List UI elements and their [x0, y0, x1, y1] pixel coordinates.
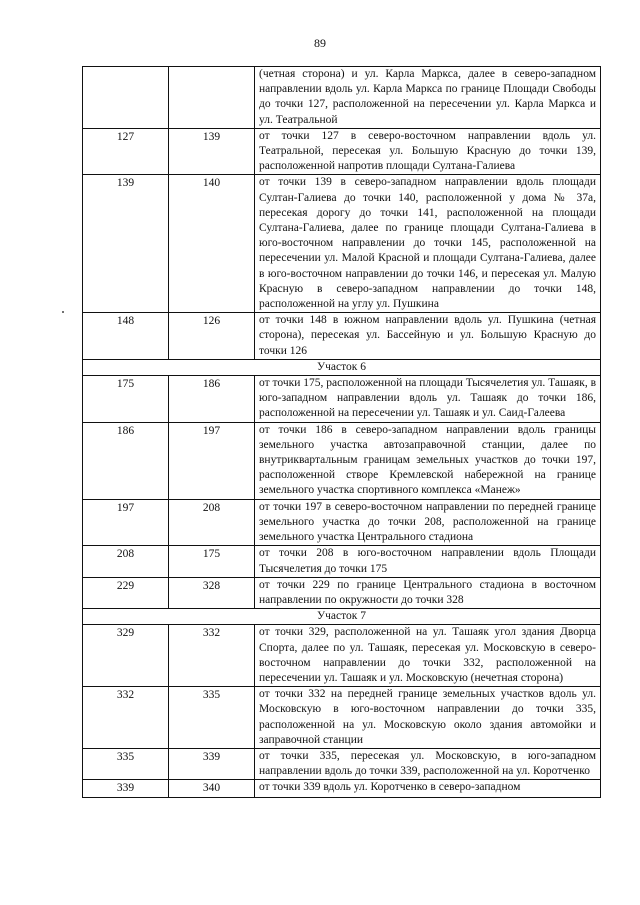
point-to-cell: 126 [169, 313, 255, 360]
point-from-cell: 329 [83, 625, 169, 687]
point-from-cell [83, 67, 169, 129]
description-cell: от точки 335, пересекая ул. Московскую, в юго-западном направлении вдоль до точки 339, расположенной на ул. Коротченко [255, 748, 601, 779]
table-row [83, 313, 601, 360]
point-to-cell: 140 [169, 175, 255, 313]
point-to-cell: 139 [169, 128, 255, 175]
section-header-row [83, 609, 601, 625]
table-row [83, 128, 601, 175]
point-to-cell: 339 [169, 748, 255, 779]
table-row [83, 546, 601, 577]
point-to-cell: 208 [169, 499, 255, 546]
table-row [83, 67, 601, 129]
point-to-cell: 328 [169, 577, 255, 608]
description-cell: от точки 339 вдоль ул. Коротченко в северо-западном [255, 780, 601, 797]
description-cell: от точки 186 в северо-западном направлении вдоль границы земельного участка автозаправочной станции, далее по внутриквартальным границам земельных участков до точки 197, расположенной створе Кремлевской набережной на границе земельного участка спортивного комплекса «Манеж» [255, 422, 601, 499]
page-number: 89 [314, 36, 326, 50]
description-cell: от точки 329, расположенной на ул. Ташаяк угол здания Дворца Спорта, далее по ул. Ташаяк, пересекая ул. Московскую в северо-восточном направлении до точки 332, расположенной на пересечении ул. Ташаяк и ул. Московскую (нечетная сторона) [255, 625, 601, 687]
point-to-cell: 197 [169, 422, 255, 499]
point-from-cell: 229 [83, 577, 169, 608]
table-row [83, 175, 601, 313]
point-from-cell: 335 [83, 748, 169, 779]
table-row [83, 780, 601, 797]
description-cell: от точки 208 в юго-восточном направлении вдоль Площади Тысячелетия до точки 175 [255, 546, 601, 577]
table-row [83, 577, 601, 608]
section-header-row [83, 359, 601, 375]
description-cell: (четная сторона) и ул. Карла Маркса, далее в северо-западном направлении вдоль ул. Карла Маркса по границе Площади Свободы до точки 127, расположенной на пересечении ул. Карла Маркса и ул. Театральной [255, 67, 601, 129]
point-from-cell: 175 [83, 376, 169, 423]
point-to-cell [169, 67, 255, 129]
point-to-cell: 340 [169, 780, 255, 797]
scan-speck [62, 311, 64, 313]
point-from-cell: 186 [83, 422, 169, 499]
section-label: Участок 7 [83, 609, 601, 625]
point-from-cell: 127 [83, 128, 169, 175]
section-label: Участок 6 [83, 359, 601, 375]
point-from-cell: 139 [83, 175, 169, 313]
table-row [83, 376, 601, 423]
point-from-cell: 197 [83, 499, 169, 546]
table-row [83, 422, 601, 499]
point-to-cell: 335 [169, 687, 255, 749]
description-cell: от точки 197 в северо-восточном направлении по передней границе земельного участка до точки 208, расположенной на границе земельного участка Центрального стадиона [255, 499, 601, 546]
table-body [83, 67, 601, 798]
description-cell: от точки 175, расположенной на площади Тысячелетия ул. Ташаяк, в юго-западном направлении вдоль ул. Ташаяк до точки 186, расположенной на пересечении ул. Ташаяк и ул. Саид-Галеева [255, 376, 601, 423]
boundary-table [82, 66, 601, 798]
point-from-cell: 332 [83, 687, 169, 749]
point-from-cell: 339 [83, 780, 169, 797]
point-to-cell: 186 [169, 376, 255, 423]
table-row [83, 499, 601, 546]
table-row [83, 625, 601, 687]
description-cell: от точки 127 в северо-восточном направлении вдоль ул. Театральной, пересекая ул. Большую Красную до точки 139, расположенной напротив площади Султана-Галиева [255, 128, 601, 175]
point-to-cell: 175 [169, 546, 255, 577]
table-row [83, 687, 601, 749]
point-from-cell: 148 [83, 313, 169, 360]
description-cell: от точки 229 по границе Центрального стадиона в восточном направлении по окружности до точки 328 [255, 577, 601, 608]
point-from-cell: 208 [83, 546, 169, 577]
description-cell: от точки 332 на передней границе земельных участков вдоль ул. Московскую в юго-восточном направлении до точки 335, расположенной на ул. Московскую около здания автомойки и заправочной станции [255, 687, 601, 749]
point-to-cell: 332 [169, 625, 255, 687]
table-row [83, 748, 601, 779]
description-cell: от точки 139 в северо-западном направлении вдоль площади Султан-Галиева до точки 140, расположенной у дома № 37а, пересекая дорогу до точки 141, расположенной на площади Султана-Галиева, далее по границе площади Султана-Галиева в юго-восточном направлении до точки 145, расположенной на пересечении ул. Малой Красной и площади Султана-Галиева, далее в юго-восточном направлении до точки 146, и пересекая ул. Малую Красную в северо-западном направлении до точки 148, расположенной на углу ул. Пушкина [255, 175, 601, 313]
description-cell: от точки 148 в южном направлении вдоль ул. Пушкина (четная сторона), пересекая ул. Бассейную и ул. Большую Красную до точки 126 [255, 313, 601, 360]
